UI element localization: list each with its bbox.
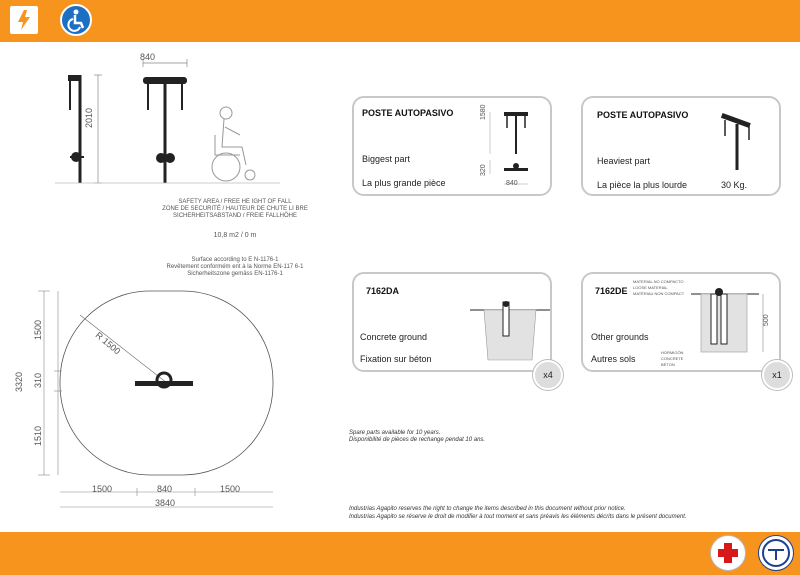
- surface-line-1: Surface according to E N-1176-1: [191, 257, 279, 263]
- plan-left-dim-2: 310: [33, 372, 43, 388]
- other-grounds-drawing: [691, 288, 771, 358]
- plan-bottom-dim-3: 1500: [220, 484, 241, 494]
- heaviest-part-drawing: [717, 110, 767, 180]
- plan-view-drawing: [30, 285, 290, 515]
- red-cross-icon: [710, 535, 746, 571]
- wheelchair-icon: [60, 4, 92, 36]
- biggest-part-label-fr: La plus grande pièce: [362, 178, 446, 188]
- spare-parts-note-en: Spare parts available for 10 years.: [349, 430, 441, 436]
- plan-left-dim-1: 1500: [33, 319, 43, 340]
- concrete-ground-label-fr: Fixation sur béton: [360, 354, 432, 364]
- surface-line-3: Sicherheitszone gemäss EN-1176-1: [187, 271, 283, 277]
- other-grounds-concrete-3: BÉTON: [661, 362, 675, 367]
- tuv-certification-icon: [758, 535, 794, 571]
- biggest-part-title: POSTE AUTOPASIVO: [362, 108, 454, 118]
- plan-total-width: 3840: [155, 498, 176, 508]
- legal-note-en: Industrias Agapito reserves the right to change the items described in this document without prior notice.: [349, 506, 626, 512]
- plan-bottom-dim-1: 1500: [92, 484, 113, 494]
- safety-area-value: 10,8 m2 / 0 m: [213, 232, 257, 239]
- other-grounds-material-1: MATERIAL NO COMPACTO: [633, 279, 684, 284]
- header-bar: [0, 0, 800, 42]
- biggest-part-label-en: Biggest part: [362, 154, 411, 164]
- safety-line-2: ZONE DE SECURITÉ / HAUTEUR DE CHUTE LI BRE: [162, 206, 308, 212]
- heaviest-part-weight: 30 Kg.: [721, 180, 748, 190]
- other-grounds-material-3: MATÉRIAU NON COMPACT: [633, 291, 685, 296]
- plan-left-dim-3: 1510: [33, 425, 43, 446]
- spare-parts-note-fr: Disponibilité de pièces de rechange pendat 10 ans.: [349, 437, 486, 443]
- heaviest-part-label-en: Heaviest part: [597, 156, 651, 166]
- biggest-part-dim-h2: 320: [480, 164, 487, 176]
- heaviest-part-title: POSTE AUTOPASIVO: [597, 110, 689, 120]
- legal-note-fr: Industrias Agapito se réserve le droit de modifier à tout moment et sans préavis les éléments décrits dans le présent document.: [349, 514, 687, 520]
- heaviest-part-label-fr: La pièce la plus lourde: [597, 180, 688, 190]
- other-grounds-concrete-1: HORMIGÓN: [661, 350, 684, 355]
- heaviest-part-card: [581, 96, 781, 196]
- concrete-ground-card: [352, 272, 552, 372]
- concrete-ground-label-en: Concrete ground: [360, 332, 428, 342]
- plan-bottom-dim-2: 840: [157, 484, 173, 494]
- agapito-logo-icon: [10, 6, 38, 34]
- safety-line-1: SAFETY AREA / FREE HE IGHT OF FALL: [178, 199, 292, 205]
- other-grounds-depth: 500: [763, 314, 770, 326]
- elevation-width-dim: 840: [140, 52, 156, 62]
- safety-line-3: SICHERHEITSABSTAND / FREIE FALLHÖHE: [173, 213, 297, 219]
- other-grounds-material-2: LOOSE MATERIAL: [633, 285, 668, 290]
- other-grounds-concrete-2: CONCRETE: [661, 356, 684, 361]
- other-grounds-card: [581, 272, 781, 372]
- plan-radius-label: R 1500: [93, 330, 123, 357]
- plan-total-height: 3320: [14, 371, 24, 392]
- other-grounds-label-fr: Autres sols: [591, 354, 636, 364]
- elevation-height-dim: 2010: [84, 107, 94, 128]
- concrete-ground-drawing: [470, 296, 550, 366]
- concrete-ground-code: 7162DA: [366, 286, 400, 296]
- other-grounds-label-en: Other grounds: [591, 332, 649, 342]
- footer-bar: [0, 532, 800, 575]
- biggest-part-dim-h1: 1580: [480, 104, 487, 120]
- other-grounds-qty: x1: [762, 360, 792, 390]
- biggest-part-card: [352, 96, 552, 196]
- biggest-part-dim-w: 840: [506, 180, 518, 187]
- concrete-ground-qty: x4: [533, 360, 563, 390]
- surface-line-2: Revêtement conformém ent à la Norme EN-117 6-1: [166, 264, 304, 270]
- other-grounds-code: 7162DE: [595, 286, 628, 296]
